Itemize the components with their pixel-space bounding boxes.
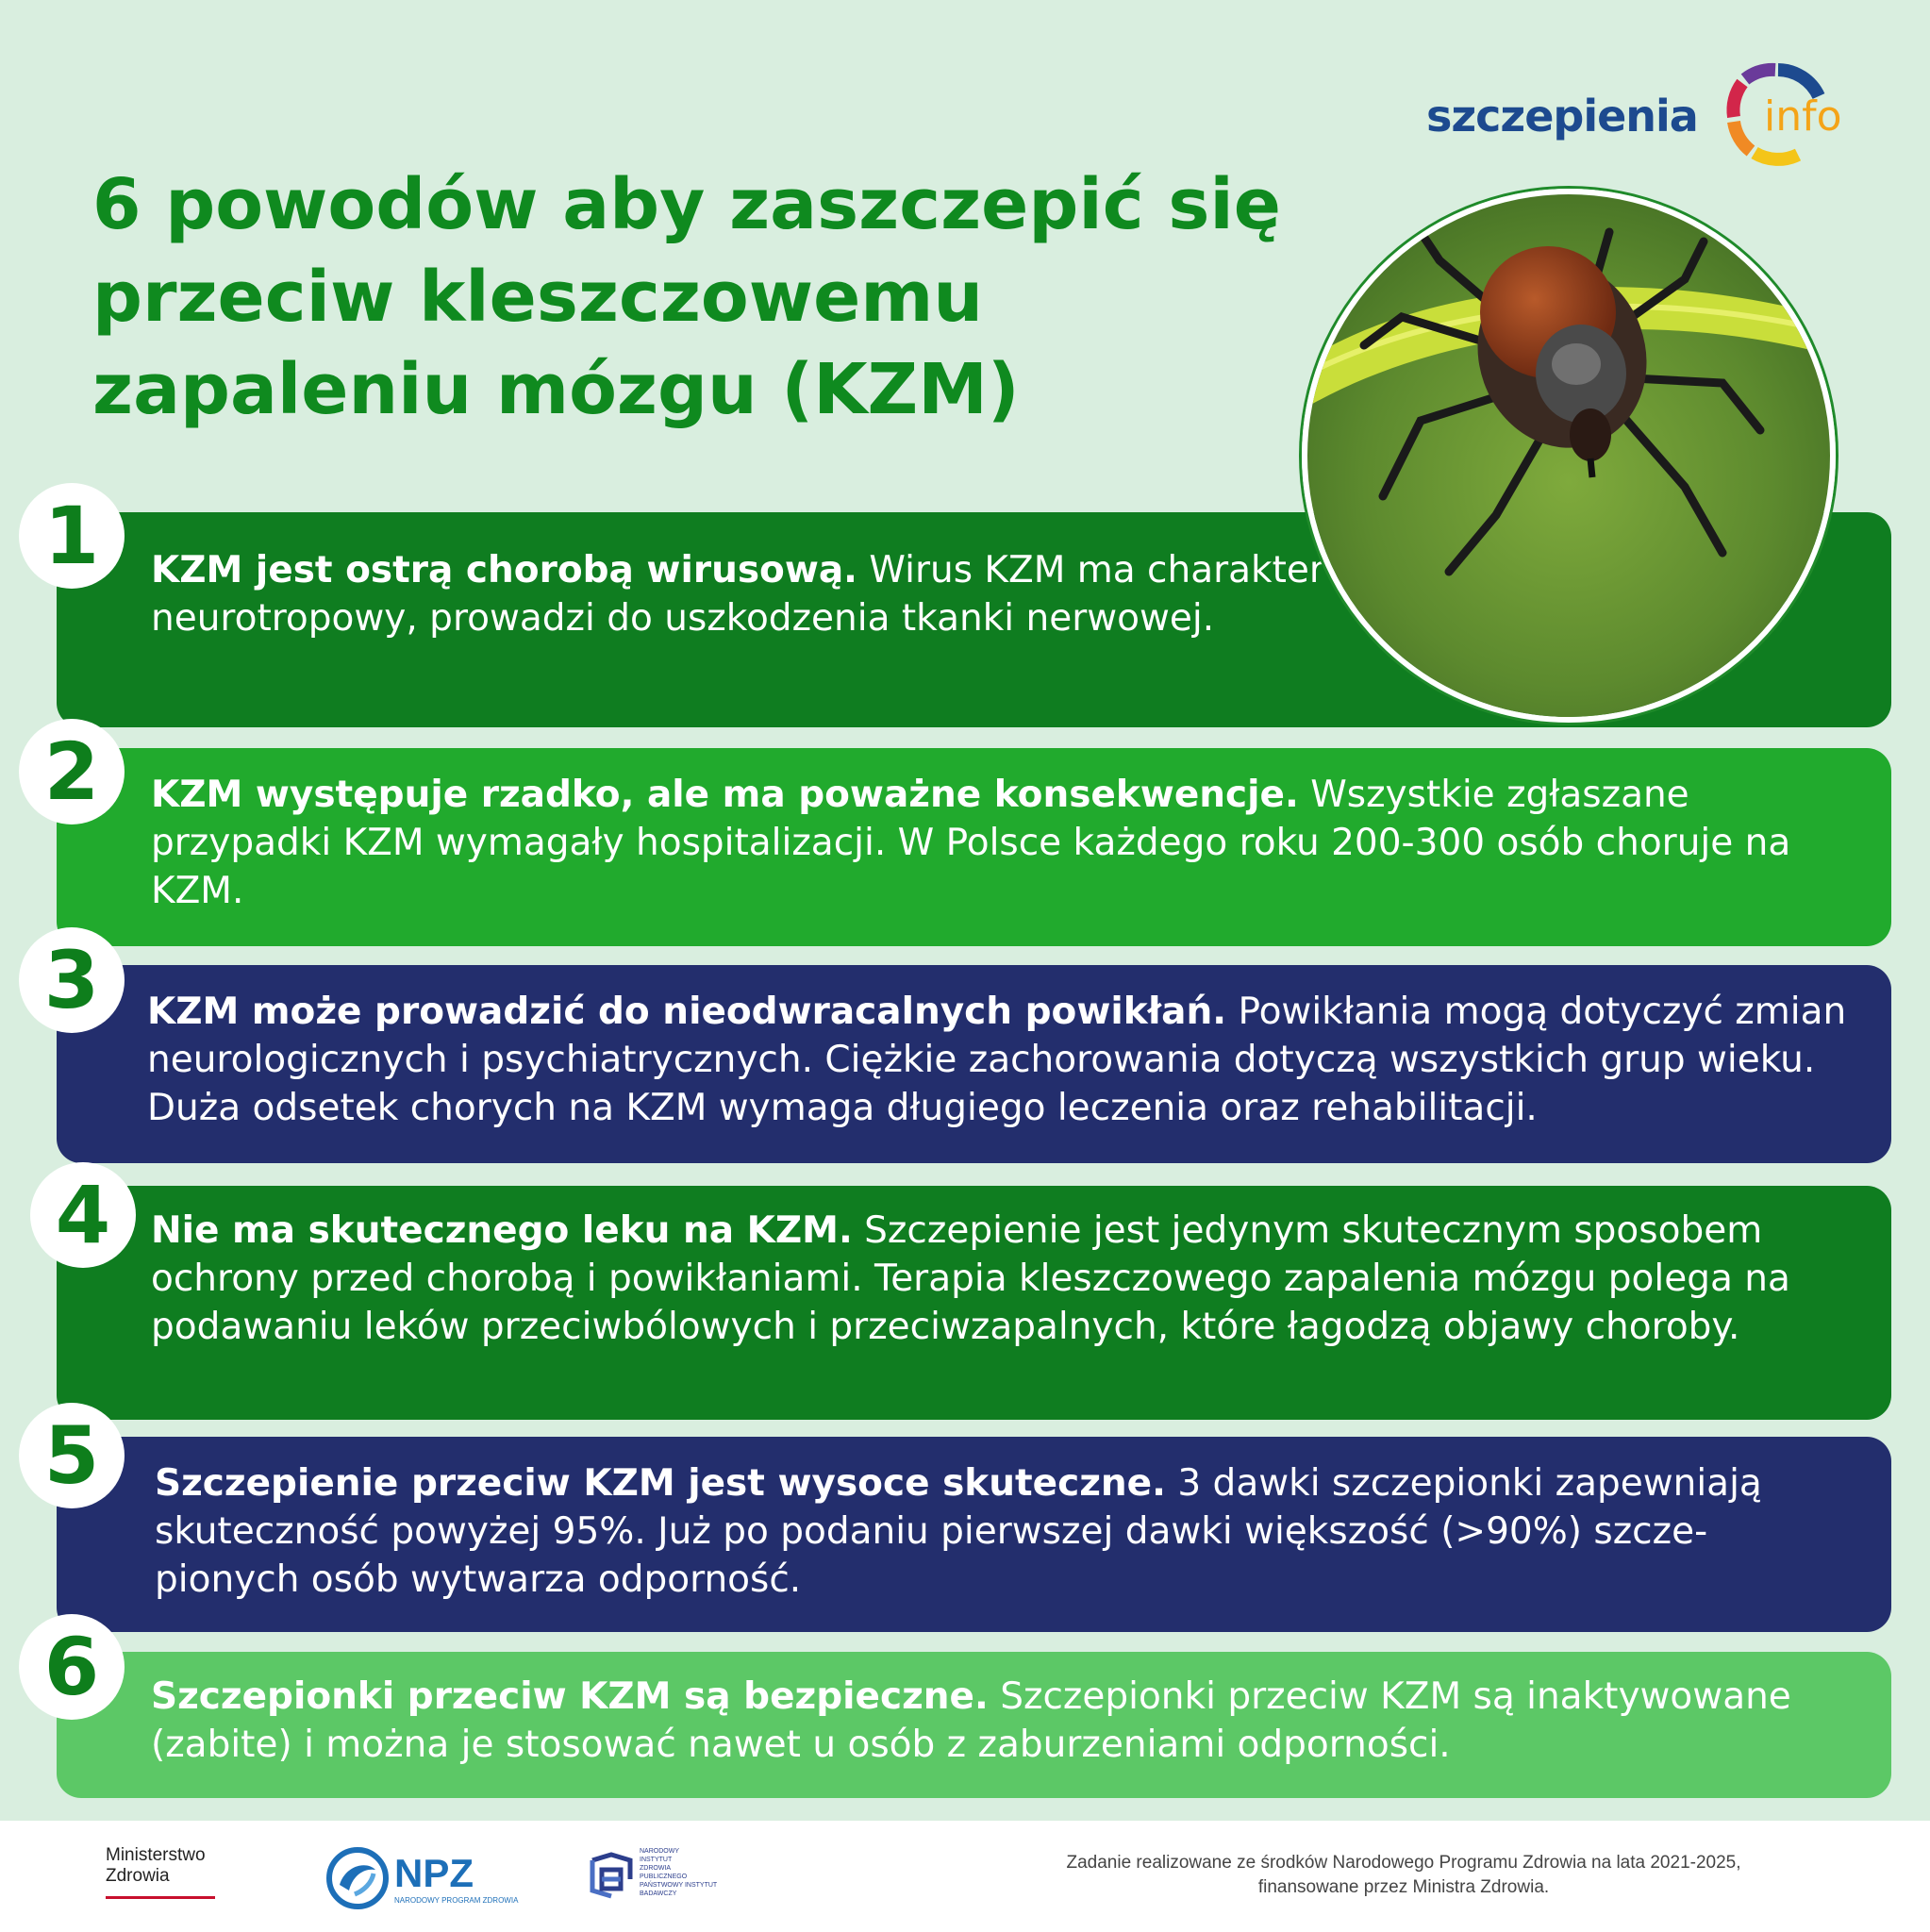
reason-4-body: Szczepienie jest jedynym skutecznym sposobem ochrony przed chorobą i powikłaniami. Terapia kleszczowego zapalenia mózgu polega na podawaniu leków przeciwbólowych i przeciwzapalnych, które łagodzą objawy choroby. bbox=[151, 1209, 1790, 1348]
logo-main-text: szczepienia bbox=[1426, 91, 1698, 142]
reason-6-number: 6 bbox=[19, 1614, 125, 1720]
reason-3-card bbox=[57, 965, 1891, 1163]
funding-line-2: finansowane przez Ministra Zdrowia. bbox=[1257, 1877, 1550, 1897]
nizp-logo[interactable] bbox=[587, 1845, 719, 1911]
reason-4-bold: Nie ma skutecznego leku na KZM. bbox=[151, 1209, 853, 1252]
reason-1-body: Wirus KZM ma charakter neurotropowy, prowadzi do uszkodzenia tkanki nerwowej. bbox=[151, 549, 1324, 640]
npz-text: NPZ bbox=[394, 1851, 474, 1895]
ministry-line-2: Zdrowia bbox=[106, 1866, 170, 1886]
ministry-divider bbox=[106, 1896, 215, 1899]
reason-2-card bbox=[57, 748, 1891, 946]
reason-5-card bbox=[57, 1437, 1891, 1632]
reason-6-body: Szczepionki przeciw KZM są inaktywowane (zabite) i można je stosować nawet u osób z zaburzeniami odporności. bbox=[151, 1675, 1791, 1766]
reason-6-text bbox=[151, 1673, 1835, 1769]
reason-2-body: Wszystkie zgłaszane przypadki KZM wymagały hospitalizacji. W Polsce każdego roku 200-300 osób choruje na KZM. bbox=[151, 774, 1791, 912]
reason-2-text bbox=[151, 771, 1797, 915]
tick-illustration bbox=[1307, 194, 1830, 717]
reason-5-number: 5 bbox=[19, 1403, 125, 1508]
reason-3-text bbox=[147, 988, 1872, 1132]
npz-subtitle: NARODOWY PROGRAM ZDROWIA bbox=[394, 1896, 519, 1905]
reason-5-text bbox=[155, 1459, 1835, 1604]
szczepienia-info-logo[interactable] bbox=[1426, 58, 1870, 175]
tick-photo bbox=[1302, 189, 1836, 723]
reason-4-card bbox=[57, 1186, 1891, 1420]
npz-swirl-icon bbox=[326, 1847, 389, 1909]
page-title bbox=[92, 158, 1281, 436]
ministry-logo[interactable] bbox=[106, 1845, 206, 1887]
footer bbox=[0, 1821, 1930, 1932]
reason-5-bold: Szczepienie przeciw KZM jest wysoce skuteczne. bbox=[155, 1462, 1166, 1505]
reason-1-number: 1 bbox=[19, 483, 125, 589]
reason-1-bold: KZM jest ostrą chorobą wirusową. bbox=[151, 549, 857, 591]
reason-3-body: Powikłania mogą dotyczyć zmian neurologicznych i psychiatrycznych. Ciężkie zachorowania dotyczą wszystkich grup wieku. Duża odsetek chorych na KZM wymaga długiego leczenia oraz rehabilitacji. bbox=[147, 991, 1847, 1129]
reason-2-bold: KZM występuje rzadko, ale ma poważne konsekwencje. bbox=[151, 774, 1299, 816]
npz-logo[interactable] bbox=[326, 1847, 519, 1913]
reason-1-text bbox=[151, 546, 1363, 642]
ministry-line-1: Ministerstwo bbox=[106, 1845, 206, 1865]
nizp-emblem-icon bbox=[587, 1851, 636, 1900]
funding-line-1: Zadanie realizowane ze środków Narodowego Programu Zdrowia na lata 2021-2025, bbox=[1066, 1853, 1741, 1873]
reason-3-bold: KZM może prowadzić do nieodwracalnych powikłań. bbox=[147, 991, 1227, 1033]
reason-6-bold: Szczepionki przeciw KZM są bezpieczne. bbox=[151, 1675, 989, 1718]
reason-2-number: 2 bbox=[19, 719, 125, 824]
title-line-2: przeciw kleszczowemu bbox=[92, 257, 984, 338]
reason-4-number: 4 bbox=[30, 1162, 136, 1268]
reason-5-body: 3 dawki szczepionki zapewniają skuteczność powyżej 95%. Już po podaniu pierwszej dawki większość (>90%) szcze-pionych osób wytwarza odporność. bbox=[155, 1462, 1762, 1601]
title-line-1: 6 powodów aby zaszczepić się bbox=[92, 164, 1281, 245]
funding-note bbox=[979, 1851, 1828, 1900]
nizp-text: NARODOWY INSTYTUT ZDROWIA PUBLICZNEGO PAŃSTWOWY INSTYTUT BADAWCZY bbox=[640, 1848, 718, 1897]
logo-suffix-text: info bbox=[1764, 92, 1842, 141]
title-line-3: zapaleniu mózgu (KZM) bbox=[92, 349, 1020, 430]
reason-6-card bbox=[57, 1652, 1891, 1798]
reason-4-text bbox=[151, 1207, 1835, 1351]
reason-3-number: 3 bbox=[19, 927, 125, 1033]
